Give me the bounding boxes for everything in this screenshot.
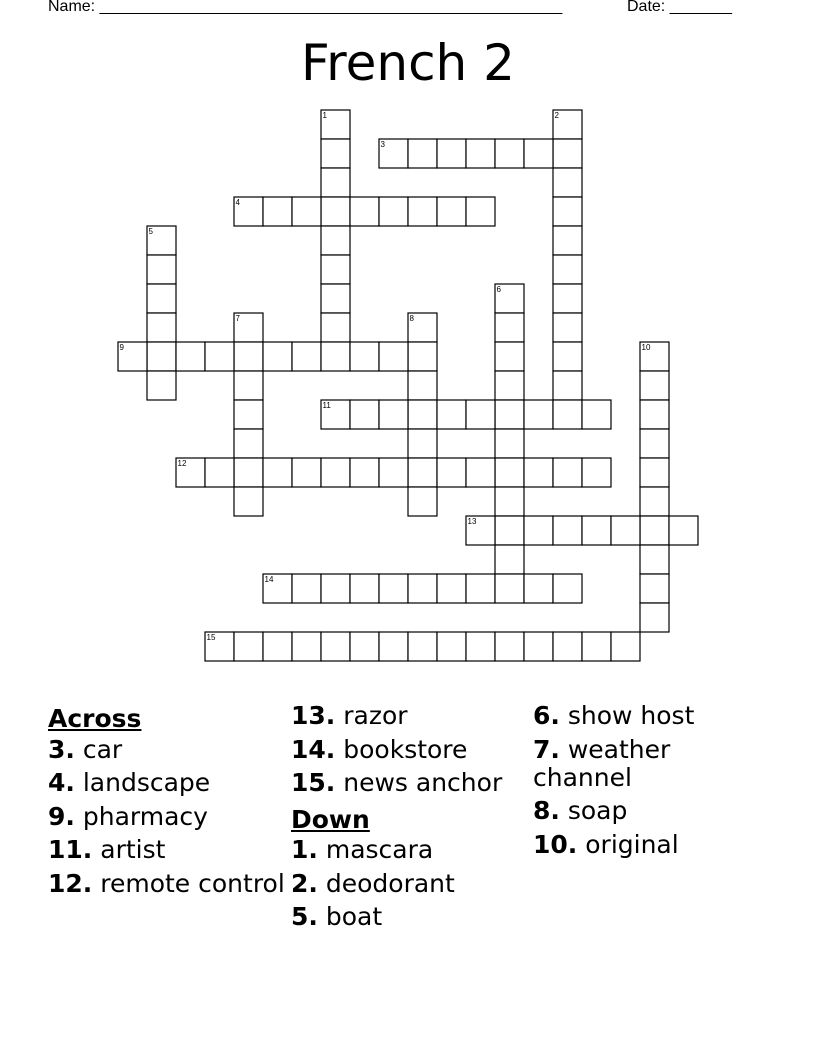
clue-number: 10. (533, 829, 578, 859)
grid-cell[interactable] (553, 313, 582, 342)
grid-cell[interactable] (408, 139, 437, 168)
grid-cell[interactable] (640, 400, 669, 429)
grid-cell[interactable] (524, 458, 553, 487)
grid-cell[interactable] (611, 632, 640, 661)
grid-cell[interactable] (553, 516, 582, 545)
clue-number: 5. (291, 902, 318, 931)
grid-cell[interactable] (466, 632, 495, 661)
grid-cell[interactable] (350, 400, 379, 429)
grid-cell[interactable] (437, 574, 466, 603)
clue-item (291, 903, 526, 931)
grid-cell[interactable] (147, 284, 176, 313)
grid-cell[interactable] (553, 226, 582, 255)
grid-cell[interactable] (263, 342, 292, 371)
grid-cell[interactable] (466, 197, 495, 226)
grid-cell[interactable] (408, 400, 437, 429)
grid-cell[interactable] (466, 574, 495, 603)
clue-item (533, 797, 733, 825)
grid-cell[interactable] (582, 458, 611, 487)
grid-cell[interactable] (495, 429, 524, 458)
grid-cell[interactable] (553, 197, 582, 226)
grid-cell[interactable] (379, 342, 408, 371)
cell-number: 6 (496, 285, 501, 294)
clue-number: 4. (48, 768, 75, 797)
page-title: French 2 (301, 34, 515, 92)
name-label: Name: ____________________________________________________ (48, 0, 563, 15)
grid-cell[interactable] (321, 197, 350, 226)
grid-cell[interactable] (640, 371, 669, 400)
clue-item (48, 836, 288, 864)
clue-item (291, 736, 526, 764)
clue-text: news anchor (343, 768, 503, 797)
grid-cell[interactable] (379, 632, 408, 661)
clue-item (291, 836, 526, 864)
grid-cell[interactable] (495, 632, 524, 661)
clue-number: 8. (533, 796, 560, 825)
cell-number: 14 (264, 575, 274, 584)
grid-cell[interactable] (263, 458, 292, 487)
grid-cell[interactable] (437, 458, 466, 487)
grid-cell[interactable] (437, 400, 466, 429)
grid-cell[interactable] (466, 400, 495, 429)
grid-cell[interactable] (321, 313, 350, 342)
clue-column-1 (48, 702, 288, 903)
grid-cell[interactable] (582, 516, 611, 545)
grid-cell[interactable] (147, 255, 176, 284)
grid-cell[interactable] (408, 197, 437, 226)
grid-cell[interactable] (437, 139, 466, 168)
grid-cell[interactable] (466, 139, 495, 168)
grid-cell[interactable] (350, 342, 379, 371)
grid-cell[interactable] (466, 458, 495, 487)
cell-number: 12 (177, 459, 187, 468)
grid-cell[interactable] (292, 342, 321, 371)
grid-cell[interactable] (553, 400, 582, 429)
clue-text: soap (567, 796, 628, 825)
clue-text: pharmacy (82, 801, 208, 831)
grid-cell[interactable] (640, 487, 669, 516)
grid-cell[interactable] (379, 458, 408, 487)
grid-cell[interactable] (147, 313, 176, 342)
grid-cell[interactable] (321, 139, 350, 168)
cell-number: 8 (409, 314, 414, 323)
grid-cell[interactable] (524, 139, 553, 168)
clue-item (533, 831, 733, 859)
grid-cell[interactable] (234, 342, 263, 371)
cell-number: 10 (641, 343, 651, 352)
grid-cell[interactable] (582, 632, 611, 661)
grid-cell[interactable] (640, 574, 669, 603)
grid-cell[interactable] (263, 632, 292, 661)
cell-number: 15 (206, 633, 216, 642)
clue-item (533, 736, 733, 792)
cell-number: 5 (148, 227, 153, 236)
grid-cell[interactable] (582, 400, 611, 429)
clue-number: 9. (48, 801, 75, 831)
grid-cell[interactable] (524, 632, 553, 661)
grid-cell[interactable] (553, 139, 582, 168)
cell-number: 11 (322, 401, 331, 410)
grid-cell[interactable] (669, 516, 698, 545)
grid-cell[interactable] (437, 197, 466, 226)
cell-number: 7 (235, 314, 240, 323)
grid-cell[interactable] (495, 371, 524, 400)
grid-cell[interactable] (321, 168, 350, 197)
grid-cell[interactable] (640, 458, 669, 487)
grid-cell[interactable] (553, 255, 582, 284)
grid-cell[interactable] (408, 429, 437, 458)
grid-cell[interactable] (205, 342, 234, 371)
clue-number: 1. (291, 835, 318, 864)
grid-cell[interactable] (379, 574, 408, 603)
grid-cell[interactable] (176, 342, 205, 371)
clue-number: 7. (533, 734, 560, 764)
grid-cell[interactable] (379, 197, 408, 226)
clue-heading: Across (48, 704, 142, 733)
clue-item (48, 769, 288, 797)
grid-cell[interactable] (553, 284, 582, 313)
clue-item (48, 736, 288, 764)
grid-cell[interactable] (553, 168, 582, 197)
grid-cell[interactable] (379, 400, 408, 429)
cell-number: 1 (322, 111, 327, 120)
clue-text: bookstore (343, 734, 468, 764)
clue-item (291, 702, 526, 730)
clue-text: deodorant (325, 868, 455, 898)
clue-item (291, 870, 526, 898)
clue-text: boat (325, 902, 383, 931)
grid-cell[interactable] (437, 632, 466, 661)
grid-cell[interactable] (408, 574, 437, 603)
grid-cell[interactable] (495, 458, 524, 487)
grid-cell[interactable] (205, 458, 234, 487)
grid-cell[interactable] (234, 400, 263, 429)
grid-cell[interactable] (321, 284, 350, 313)
cell-number: 3 (380, 140, 385, 149)
grid-cell[interactable] (292, 574, 321, 603)
grid-cell[interactable] (408, 487, 437, 516)
clue-number: 13. (291, 701, 336, 730)
grid-cell[interactable] (321, 574, 350, 603)
clue-item (48, 870, 288, 898)
grid-cell[interactable] (553, 574, 582, 603)
grid-cell[interactable] (234, 429, 263, 458)
grid-cell[interactable] (495, 516, 524, 545)
clue-text: artist (100, 835, 166, 864)
grid-cell[interactable] (495, 545, 524, 574)
grid-cell[interactable] (553, 632, 582, 661)
grid-cell[interactable] (495, 574, 524, 603)
grid-cell[interactable] (321, 255, 350, 284)
grid-cell[interactable] (292, 458, 321, 487)
clue-text: remote control (100, 868, 285, 898)
clue-column-3 (533, 702, 733, 864)
grid-cell[interactable] (495, 139, 524, 168)
clue-number: 3. (48, 734, 75, 764)
grid-cell[interactable] (611, 516, 640, 545)
grid-cell[interactable] (495, 313, 524, 342)
clue-heading: Down (291, 804, 370, 834)
clue-number: 14. (291, 734, 336, 764)
clue-number: 6. (533, 701, 560, 730)
grid-cell[interactable] (321, 632, 350, 661)
clue-text: car (82, 734, 123, 764)
clue-text: razor (343, 701, 408, 730)
grid-cell[interactable] (234, 632, 263, 661)
clue-text: landscape (82, 768, 211, 797)
grid-cell[interactable] (495, 342, 524, 371)
clue-number: 12. (48, 868, 93, 898)
clue-number: 15. (291, 768, 336, 797)
grid-cell[interactable] (524, 400, 553, 429)
grid-cell[interactable] (321, 342, 350, 371)
clue-item (48, 803, 288, 831)
grid-cell[interactable] (640, 603, 669, 632)
grid-cell[interactable] (147, 371, 176, 400)
grid-cell[interactable] (350, 197, 379, 226)
grid-cell[interactable] (234, 458, 263, 487)
grid-cell[interactable] (640, 429, 669, 458)
grid-cell[interactable] (292, 197, 321, 226)
grid-cell[interactable] (553, 458, 582, 487)
grid-cell[interactable] (292, 632, 321, 661)
grid-cell[interactable] (495, 487, 524, 516)
grid-cell[interactable] (350, 632, 379, 661)
grid-cell[interactable] (263, 197, 292, 226)
grid-cell[interactable] (234, 371, 263, 400)
grid-cell[interactable] (350, 458, 379, 487)
grid-cell[interactable] (408, 371, 437, 400)
cell-number: 2 (554, 111, 559, 120)
grid-cell[interactable] (321, 226, 350, 255)
grid-cell[interactable] (553, 342, 582, 371)
grid-cell[interactable] (147, 342, 176, 371)
cell-number: 9 (119, 343, 124, 352)
clue-text: show host (567, 701, 695, 730)
grid-cell[interactable] (495, 400, 524, 429)
clue-item (291, 769, 526, 797)
grid-cell[interactable] (408, 458, 437, 487)
grid-cell[interactable] (640, 545, 669, 574)
grid-cell[interactable] (408, 632, 437, 661)
clue-text: original (585, 829, 679, 859)
grid-cell[interactable] (321, 458, 350, 487)
date-label: Date: _______ (627, 0, 732, 15)
clue-number: 2. (291, 868, 318, 898)
grid-cell[interactable] (524, 516, 553, 545)
clue-column-2 (291, 702, 526, 937)
clue-item (533, 702, 733, 730)
grid-cell[interactable] (524, 574, 553, 603)
grid-cell[interactable] (234, 487, 263, 516)
clue-number: 11. (48, 835, 93, 864)
grid-cell[interactable] (350, 574, 379, 603)
grid-cell[interactable] (408, 342, 437, 371)
cell-number: 13 (467, 517, 477, 526)
clue-text: mascara (325, 835, 434, 864)
grid-cell[interactable] (640, 516, 669, 545)
grid-cell[interactable] (553, 371, 582, 400)
cell-number: 4 (235, 198, 240, 207)
clue-text: weather channel (533, 734, 671, 792)
